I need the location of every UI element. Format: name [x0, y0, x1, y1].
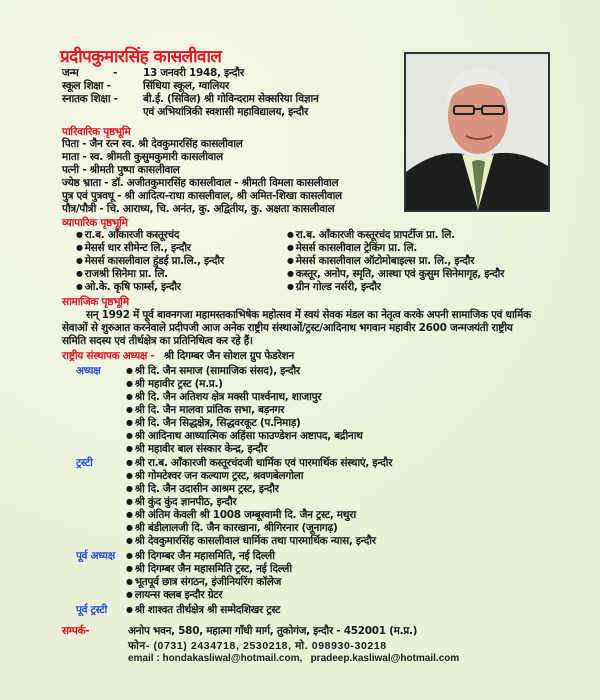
business-item: ● ओ.के. कृषि फार्म्स, इन्दौर [76, 281, 181, 294]
birth-label: जन्म [62, 67, 79, 79]
family-line: पिता - जैन रत्न स्व. श्री देवकुमारसिंह कासलीवाल [62, 138, 243, 150]
role-item: ● श्री दि. जैन समाज (सामाजिक संसद), इन्दौर [126, 365, 300, 378]
role-item: ● श्री शाश्वत तीर्थक्षेत्र श्री सम्मेदशिखर ट्रस्ट [126, 604, 280, 617]
role-item: ● श्री देवकुमारसिंह कासलीवाल धार्मिक तथा पारमार्थिक न्यास, इन्दौर [126, 535, 376, 548]
business-item: ● मेसर्स धार सीमेन्ट लि., इन्दौर [76, 242, 191, 255]
business-heading: व्यापारिक पृष्ठभूमि [62, 217, 128, 229]
family-line: पौत्र/पौत्री - चि. आराध्य, चि. अनंत, कु. अद्वितीय, कु. अक्षता कासलीवाल [62, 203, 335, 215]
business-item: ● रा.ब. ऑंकारजी कस्तूरचंद प्रापर्टीज प्रा. लि. [287, 229, 455, 242]
social-paragraph-line: सेवाओं से शुरुआत करनेवाले प्रदीपजी आज अनेक राष्ट्रीय संस्थाओं/ट्रस्ट/आदिनाथ भगवान महावीर 2600 जन्मजयंती राष्ट्रीय [62, 322, 513, 334]
role-item: ● श्री दि. जैन उदासीन आश्रम ट्रस्ट, इन्दौर [126, 483, 279, 496]
business-item: ● राजश्री सिनेमा प्रा. लि. [76, 268, 168, 281]
family-heading: पारिवारिक पृष्ठभूमि [62, 126, 131, 138]
graduation-value-cont: एवं अभियांत्रिकी स्वशासी महाविद्यालय, इन्दौर [143, 106, 308, 118]
family-line: माता - स्व. श्रीमती कुसुमकुमारी कासलीवाल [62, 151, 223, 163]
family-line: पुत्र एवं पुत्रवधू - श्री आदित्य-राधा कासलीवाल, श्री अमित-शिखा कासलीवाल [62, 190, 342, 202]
role-label-former-president: पूर्व अध्यक्ष [76, 550, 115, 562]
role-item: ● लायन्स क्लब इन्दौर ग्रेटर [126, 589, 222, 602]
school-label: स्कूल शिक्षा - [62, 80, 111, 92]
social-paragraph-line: सन् 1992 में पूर्व बावनगजा महामस्तकाभिषेक महोत्सव में स्वयं सेवक मंडल का नेतृत्व करके अपनी सामाजिक एवं धार्मिक [86, 309, 531, 321]
business-item: ● मेसर्स कासलीवाल हुंडई प्रा.लि., इन्दौर [76, 255, 224, 268]
contact-label: सम्पर्क- [62, 625, 90, 637]
social-paragraph-line: समिति सदस्य एवं तीर्थक्षेत्र का प्रतिनिधित्व कर रहे हैं। [62, 335, 253, 347]
role-item: ● श्री आदिनाथ आध्यात्मिक अहिंसा फाउण्डेशन अष्टापद, बद्रीनाथ [126, 430, 363, 443]
role-item: ● श्री दि. जैन अतिशय क्षेत्र मक्सी पार्श्वनाथ, शाजापुर [126, 391, 321, 404]
role-item: ● श्री महावीर ट्रस्ट (म.प्र.) [126, 378, 223, 391]
role-item: ● श्री बंडीलालजी दि. जैन कारखाना, श्रीगिरनार (जूनागढ़) [126, 522, 337, 535]
contact-phone: फोन- (0731) 2434718, 2530218, मो. 098930-30218 [128, 640, 387, 652]
contact-email[interactable]: email : hondakasliwal@hotmail.com, pradeep.kasliwal@hotmail.com [128, 653, 460, 664]
portrait-photo [404, 52, 550, 212]
role-label-trustee: ट्रस्टी [76, 457, 93, 469]
business-item: ● कस्तूर, अनोप, स्मृति, आस्था एवं कुसुम सिनेमागृह, इन्दौर [287, 268, 504, 281]
role-item: ● श्री महावीर बाल संस्कार केन्द्र, इन्दौर [126, 443, 267, 456]
role-item: ● श्री दि. जैन सिद्धक्षेत्र, सिद्धवरकूट (प.निमाड़) [126, 417, 301, 430]
role-item: ● श्री दिगम्बर जैन महासमिति, नई दिल्ली [126, 550, 275, 563]
founder-row [62, 350, 294, 363]
contact-address: अनोप भवन, 580, महात्मा गाँधी मार्ग, तुकोगंज, इन्दौर - 452001 (म.प्र.) [128, 625, 418, 637]
role-item: ● भूतपूर्व छात्र संगठन, इंजीनियरिंग कॉलेज [126, 576, 281, 589]
birth-sep: - [113, 67, 118, 79]
business-item: ● मेसर्स कासलीवाल ऑटोमोबाइल्स प्रा. लि., इन्दौर [287, 255, 474, 268]
role-item: ● श्री कुंद कुंद ज्ञानपीठ, इन्दौर [126, 496, 236, 509]
founder-label: राष्ट्रीय संस्थापक अध्यक्ष - [62, 350, 155, 362]
social-heading: सामाजिक पृष्ठभूमि [62, 296, 129, 308]
founder-value: श्री दिगम्बर जैन सोशल ग्रुप फेडरेशन [163, 350, 294, 362]
role-item: ● श्री दिगम्बर जैन महासमिति ट्रस्ट, नई दिल्ली [126, 563, 292, 576]
business-item: ● रा.ब. ऑंकारजी कस्तूरचंद [76, 229, 179, 242]
role-item: ● श्री रा.ब. ऑंकारजी कस्तूरचंदजी धार्मिक एवं पारमार्थिक संस्थाएं, इन्दौर [126, 457, 392, 470]
business-item: ● मेसर्स कासलीवाल ट्रेकिंग प्रा. लि. [287, 242, 417, 255]
family-line: पत्नी - श्रीमती पुष्पा कासलीवाल [62, 164, 180, 176]
graduation-value: बी.ई. (सिविल) श्री गोविन्दराम सेक्सरिया विज्ञान [143, 93, 319, 105]
graduation-label: स्नातक शिक्षा - [62, 93, 118, 105]
portrait-illustration [406, 54, 548, 210]
role-label-president: अध्यक्ष [76, 365, 101, 377]
role-item: ● श्री गोमटेश्वर जन कल्याण ट्रस्ट, श्रवणबेलगोला [126, 470, 303, 483]
role-item: ● श्री दि. जैन मालवा प्रांतिक सभा, बड़नगर [126, 404, 284, 417]
role-item: ● श्री अंतिम केवली श्री 1008 जम्बूस्वामी दि. जैन ट्रस्ट, मथुरा [126, 509, 356, 522]
role-label-former-trustee: पूर्व ट्रस्टी [76, 604, 108, 616]
family-line: ज्येष्ठ भ्राता - डॉ. अजीतकुमारसिंह कासलीवाल - श्रीमती विमला कासलीवाल [62, 177, 339, 189]
school-value: सिंधिया स्कूल, ग्वालियर [143, 80, 229, 92]
birth-value: 13 जनवरी 1948, इन्दौर [143, 67, 244, 79]
business-item: ● ग्रीन गोल्ड नर्सरी, इन्दौर [287, 281, 381, 294]
person-name: प्रदीपकुमारसिंह कासलीवाल [60, 47, 222, 67]
